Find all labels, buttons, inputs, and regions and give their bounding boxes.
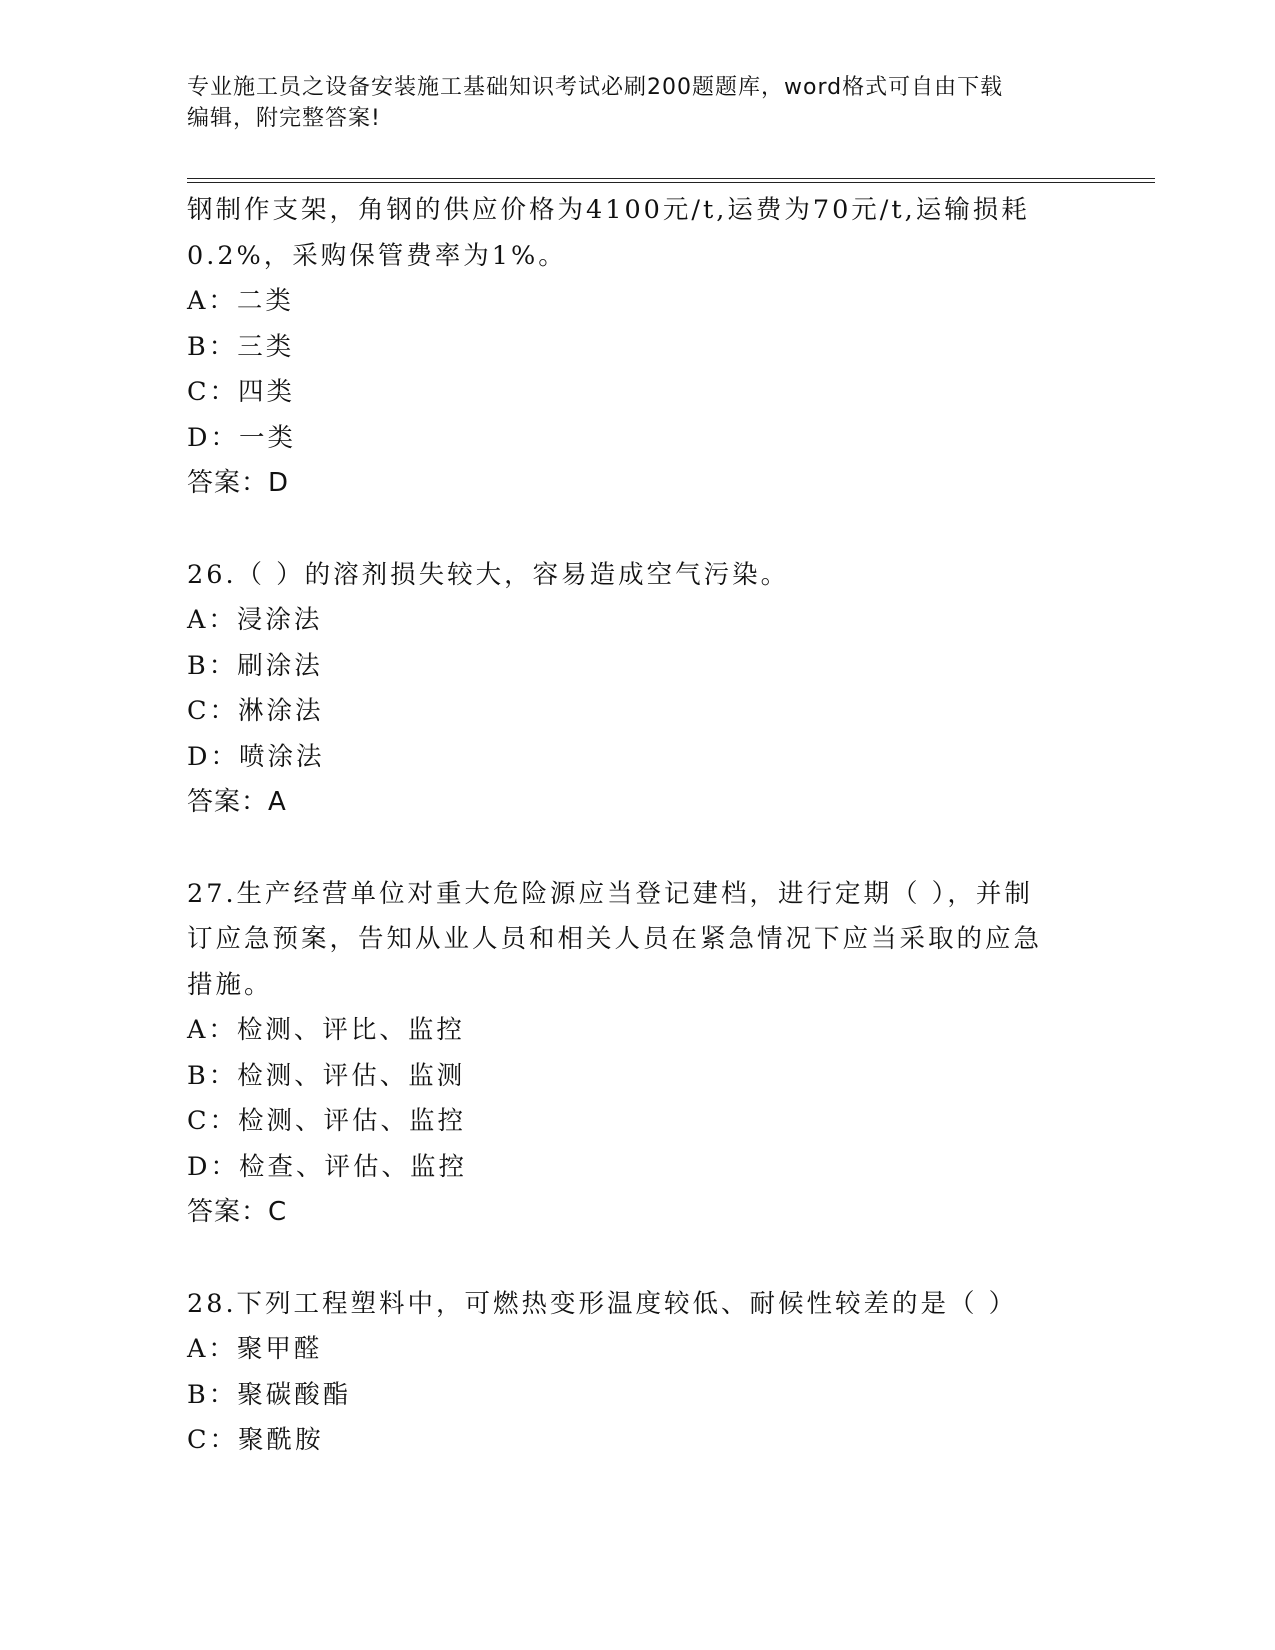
question-stem-line: 27.生产经营单位对重大危险源应当登记建档，进行定期（ ），并制 xyxy=(187,878,1033,909)
question-stem-line: 0.2%，采购保管费率为1%。 xyxy=(187,240,567,271)
option-d: D：一类 xyxy=(187,422,296,453)
question-26 xyxy=(187,553,1127,826)
question-stem-line: 28.下列工程塑料中，可燃热变形温度较低、耐候性较差的是（ ） xyxy=(187,1288,1018,1319)
question-list xyxy=(187,188,1127,1464)
option-c: C：四类 xyxy=(187,377,296,407)
question-spacer xyxy=(187,507,1127,553)
question-stem-line: 措施。 xyxy=(187,969,273,1000)
option-d: D：喷涂法 xyxy=(187,741,325,772)
option-b: B：聚碳酸酯 xyxy=(187,1379,352,1410)
question-27 xyxy=(187,872,1127,1236)
option-a: A：检测、评比、监控 xyxy=(187,1015,465,1045)
header-line-1: 专业施工员之设备安装施工基础知识考试必刷200题题库，word格式可自由下载 xyxy=(187,75,1004,100)
option-b: B：检测、评估、监测 xyxy=(187,1060,466,1091)
question-spacer xyxy=(187,1236,1127,1282)
option-c: C：检测、评估、监控 xyxy=(187,1106,467,1136)
answer-label: 答案：C xyxy=(187,1197,288,1227)
question-stem-line: 钢制作支架，角钢的供应价格为4100元/t,运费为70元/t,运输损耗 xyxy=(187,195,1030,225)
question-stem-line: 订应急预案，告知从业人员和相关人员在紧急情况下应当采取的应急 xyxy=(187,924,1043,954)
option-b: B：刷涂法 xyxy=(187,650,323,681)
header-divider-top xyxy=(187,178,1155,179)
option-a: A：聚甲醛 xyxy=(187,1334,323,1364)
option-d: D：检查、评估、监控 xyxy=(187,1151,467,1182)
answer-label: 答案：D xyxy=(187,468,290,498)
document-header xyxy=(187,72,1087,134)
question-spacer xyxy=(187,826,1127,872)
option-c: C：聚酰胺 xyxy=(187,1425,324,1455)
header-line-2: 编辑，附完整答案! xyxy=(187,106,381,131)
option-a: A：浸涂法 xyxy=(187,605,323,635)
question-stem-line: 26.（ ）的溶剂损失较大，容易造成空气污染。 xyxy=(187,559,790,590)
header-divider-bottom xyxy=(187,182,1155,183)
option-c: C：淋涂法 xyxy=(187,696,324,726)
question-28 xyxy=(187,1282,1127,1464)
option-b: B：三类 xyxy=(187,331,295,362)
question-25 xyxy=(187,188,1127,507)
option-a: A：二类 xyxy=(187,286,294,316)
answer-label: 答案：A xyxy=(187,787,287,817)
